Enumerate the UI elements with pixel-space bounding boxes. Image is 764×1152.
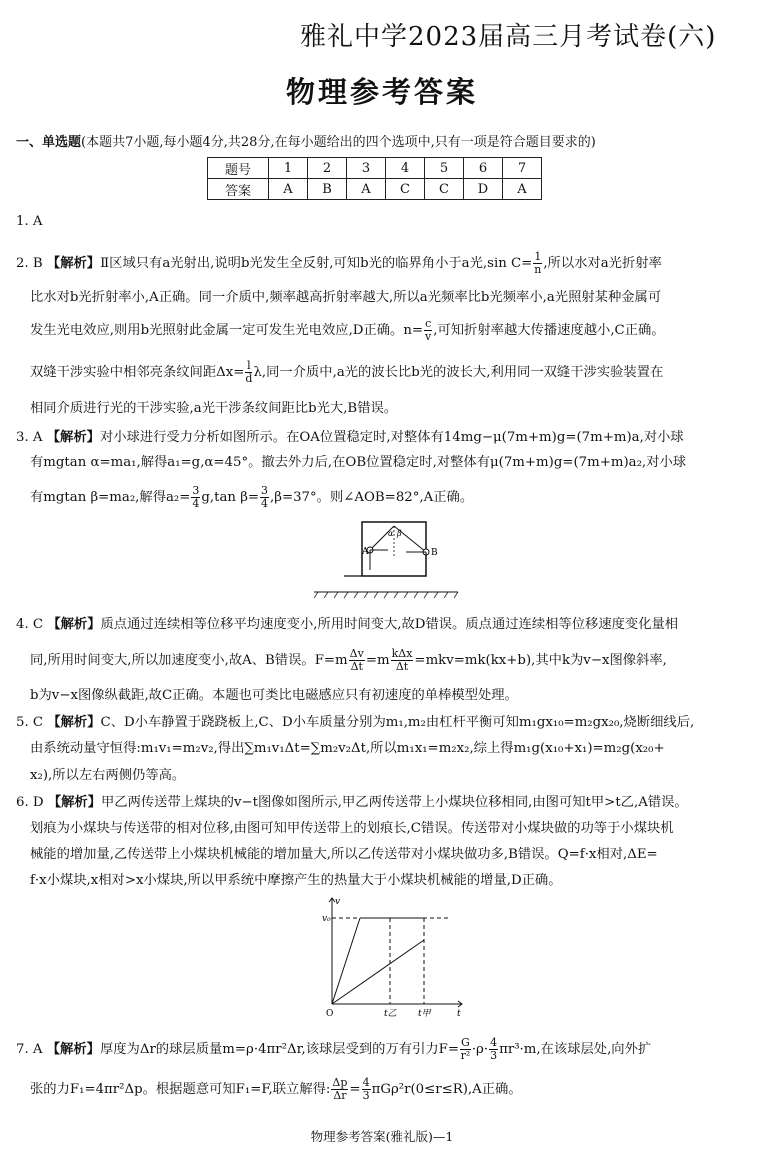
table-cell: 2 <box>308 158 347 179</box>
q3-text: 对小球进行受力分析如图所示。在OA位置稳定时,对整体有14mg−μ(7m+m)g=(7m+m)a,对小球 <box>99 430 684 445</box>
q4-text: =m <box>365 653 390 668</box>
table-cell: C <box>386 179 425 200</box>
q6-line-1 <box>16 791 688 810</box>
q2-line-2: 比水对b光折射率小,A正确。同一介质中,频率越高折射率越大,所以a光频率比b光频率小,a光照射某种金属可 <box>30 290 662 305</box>
section-label: 一、单选题 <box>16 135 82 150</box>
q4-label: 4. C <box>16 617 44 632</box>
numerator: G <box>461 1036 470 1049</box>
q2-text: λ,同一介质中,a光的波长比b光的波长大,利用同一双缝干涉实验装置在 <box>253 365 664 380</box>
table-cell: A <box>269 179 308 200</box>
fraction <box>260 485 269 510</box>
q7-line-2 <box>30 1077 522 1102</box>
fraction <box>460 1037 471 1062</box>
fraction <box>191 485 200 510</box>
analysis-tag: 【解析】 <box>47 617 101 632</box>
table-cell: A <box>347 179 386 200</box>
denominator: 4 <box>192 497 200 510</box>
denominator: Δt <box>350 660 363 673</box>
q4-line-1 <box>16 613 678 632</box>
q5-label: 5. C <box>16 715 44 730</box>
analysis-tag: 【解析】 <box>47 795 101 810</box>
analysis-tag: 【解析】 <box>47 715 101 730</box>
q7-text: 厚度为Δr的球层质量m=ρ·4πr²Δr,该球层受到的万有引力F= <box>99 1042 460 1057</box>
table-cell: 5 <box>425 158 464 179</box>
table-cell: B <box>308 179 347 200</box>
belt-steep-line <box>332 918 360 1004</box>
q2-text: 发生光电效应,则用b光照射此金属一定可发生光电效应,D正确。n= <box>30 323 424 338</box>
numerator: 3 <box>192 484 200 497</box>
q4-text: 同,所用时间变大,所以加速度变小,故A、B错误。F=m <box>30 653 348 668</box>
belt-shallow-line <box>332 940 424 1004</box>
numerator: l <box>247 359 251 372</box>
q3-text: ,β=37°。则∠AOB=82°,A正确。 <box>270 490 474 505</box>
analysis-tag: 【解析】 <box>46 430 100 445</box>
label-beta: β <box>397 529 402 538</box>
label-alpha: α <box>388 529 394 538</box>
table-header-cell: 题号 <box>208 158 269 179</box>
v0-label: v₀ <box>322 914 331 924</box>
origin-label: O <box>326 1009 334 1019</box>
q2-line-1 <box>16 251 662 276</box>
label-b: B <box>431 548 438 558</box>
q2-text: Ⅱ区域只有a光射出,说明b光发生全反射,可知b光的临界角小于a光,sin C= <box>100 256 533 271</box>
table-cell: 7 <box>503 158 542 179</box>
q5-line-1 <box>16 711 694 730</box>
numerator: 4 <box>490 1036 498 1049</box>
ground-hatch <box>314 592 458 598</box>
t-axis-label: t <box>457 1009 461 1019</box>
page-footer: 物理参考答案(雅礼版)—1 <box>310 1129 454 1144</box>
q7-line-1 <box>16 1037 651 1062</box>
document-title: 物理参考答案 <box>285 75 478 109</box>
fraction <box>424 318 432 343</box>
denominator: 3 <box>490 1049 498 1062</box>
section-heading <box>16 131 596 150</box>
numerator: 1 <box>534 250 542 263</box>
q6-line-2: 划痕为小煤块与传送带的相对位移,由图可知甲传送带上的划痕长,C错误。传送带对小煤块做的功等于小煤块机 <box>30 821 674 836</box>
q6-line-3: 械能的增加量,乙传送带上小煤块机械能的增加量大,所以乙传送带对小煤块做功多,B错误。Q=f·x相对,ΔE= <box>30 847 658 862</box>
q7-text: = <box>349 1082 361 1097</box>
v-axis-label: v <box>335 897 341 907</box>
table-cell: 1 <box>269 158 308 179</box>
q4-text: 质点通过连续相等位移平均速度变小,所用时间变大,故D错误。质点通过连续相等位移速度变化量相 <box>100 617 679 632</box>
q4-text: =mkv=mk(kx+b),其中k为v−x图像斜率, <box>414 653 667 668</box>
q3-line-3 <box>30 485 473 510</box>
denominator: Δr <box>333 1089 347 1102</box>
q2-text: ,可知折射率越大传播速度越小,C正确。 <box>433 323 665 338</box>
numerator: Δp <box>332 1076 348 1089</box>
analysis-tag: 【解析】 <box>46 1042 100 1057</box>
numerator: kΔx <box>391 647 413 660</box>
table-cell: 6 <box>464 158 503 179</box>
q2-label: 2. B <box>16 256 43 271</box>
q3-line-1 <box>16 426 684 445</box>
q6-line-4: f·x小煤块,x相对>x小煤块,所以甲系统中摩擦产生的热量大于小煤块机械能的增量,D正确。 <box>30 873 562 888</box>
table-cell: 3 <box>347 158 386 179</box>
q2-line-3 <box>30 318 665 343</box>
q7-text: πr³·m,在该球层处,向外扩 <box>499 1042 652 1057</box>
analysis-tag: 【解析】 <box>46 256 101 271</box>
exam-title: 雅礼中学2023届高三月考试卷(六) <box>300 22 717 52</box>
denominator: 4 <box>261 497 269 510</box>
numerator: c <box>425 317 432 330</box>
label-a: A <box>362 547 369 557</box>
answer-table <box>207 157 542 200</box>
fraction <box>349 648 365 673</box>
table-cell: C <box>425 179 464 200</box>
q5-text: C、D小车静置于跷跷板上,C、D小车质量分别为m₁,m₂由杠杆平衡可知m₁gx₁₀=m₂gx₂₀,烧断细线后, <box>100 715 695 730</box>
q3-label: 3. A <box>16 430 43 445</box>
denominator: 3 <box>362 1089 370 1102</box>
table-header-cell: 答案 <box>208 179 269 200</box>
q1-answer: 1. A <box>16 214 43 229</box>
q2-line-5: 相同介质进行光的干涉实验,a光干涉条纹间距比b光大,B错误。 <box>30 401 398 416</box>
denominator: d <box>245 372 253 385</box>
fraction <box>533 251 542 276</box>
fraction <box>245 360 252 385</box>
table-cell: 4 <box>386 158 425 179</box>
q6-label: 6. D <box>16 795 44 810</box>
numerator: 4 <box>362 1076 370 1089</box>
section-note: (本题共7小题,每小题4分,共28分,在每小题给出的四个选项中,只有一项是符合题目要求的) <box>81 135 596 150</box>
q3-text: g,tan β= <box>201 490 260 505</box>
q3-line-2: 有mgtan α=ma₁,解得a₁=g,α=45°。撤去外力后,在OB位置稳定时,对整体有μ(7m+m)g=(7m+m)a₂,对小球 <box>30 455 687 470</box>
numerator: 3 <box>261 484 269 497</box>
numerator: Δv <box>349 647 364 660</box>
answer-table-number-row <box>208 158 542 179</box>
fraction <box>489 1037 498 1062</box>
q3-text: 有mgtan β=ma₂,解得a₂= <box>30 490 191 505</box>
q2-text: ,所以水对a光折射率 <box>543 256 662 271</box>
q7-label: 7. A <box>16 1042 43 1057</box>
q6-text: 甲乙两传送带上煤块的v−t图像如图所示,甲乙两传送带上小煤块位移相同,由图可知t甲>t乙,A错误。 <box>101 795 688 810</box>
denominator: n <box>534 263 542 276</box>
q2-line-4 <box>30 360 663 385</box>
fraction <box>362 1077 371 1102</box>
fraction <box>391 648 414 673</box>
t-yi-label: t乙 <box>384 1009 397 1019</box>
q5-line-3: x₂),所以左右两侧仍等高。 <box>30 768 186 783</box>
q7-text: ·ρ· <box>471 1042 489 1057</box>
q2-text: 双缝干涉实验中相邻亮条纹间距Δx= <box>30 365 245 380</box>
q6-vt-graph <box>312 892 472 1022</box>
q5-line-2: 由系统动量守恒得:m₁v₁=m₂v₂,得出∑m₁v₁Δt=∑m₂v₂Δt,所以m₁x₁=m₂x₂,综上得m₁g(x₁₀+x₁)=m₂g(x₂₀+ <box>30 741 665 756</box>
denominator: r² <box>460 1049 471 1062</box>
q4-line-3: b为v−x图像纵截距,故C正确。本题也可类比电磁感应只有初速度的单棒模型处理。 <box>30 688 518 703</box>
table-cell: A <box>503 179 542 200</box>
answer-table-answer-row <box>208 179 542 200</box>
denominator: Δt <box>395 660 409 673</box>
fraction <box>331 1077 348 1102</box>
denominator: v <box>425 330 432 343</box>
t-jia-label: t甲 <box>418 1009 431 1019</box>
q3-force-diagram <box>310 518 460 602</box>
q7-text: 张的力F₁=4πr²Δp。根据题意可知F₁=F,联立解得: <box>30 1082 331 1097</box>
q7-text: πGρ²r(0≤r≤R),A正确。 <box>371 1082 522 1097</box>
table-cell: D <box>464 179 503 200</box>
q4-line-2 <box>30 648 667 673</box>
